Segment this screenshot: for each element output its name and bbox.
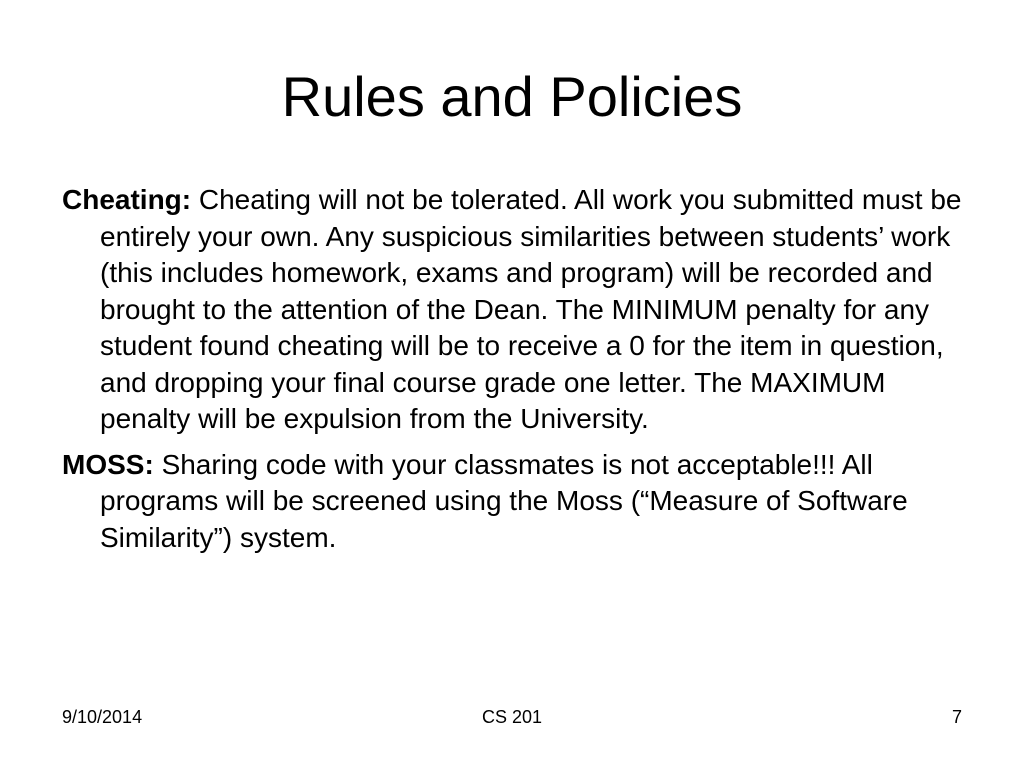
text-moss: Sharing code with your classmates is not acceptable!!! All programs will be screened using the Moss (“Measure of Software Similarity”) system. xyxy=(100,448,908,553)
paragraph-moss xyxy=(62,447,962,557)
term-cheating: Cheating: xyxy=(62,184,192,215)
footer-course: CS 201 xyxy=(481,707,543,727)
footer-date: 9/10/2014 xyxy=(62,707,143,727)
paragraph-cheating xyxy=(62,182,962,438)
slide-title: Rules and Policies xyxy=(281,65,743,128)
slide-body xyxy=(62,182,962,565)
term-moss: MOSS: xyxy=(62,448,154,480)
footer-page-number: 7 xyxy=(951,707,962,727)
text-cheating: Cheating will not be tolerated. All work you submitted must be entirely your own. Any suspicious similarities between students’ work (this includes homework, exams and program) will be recorded and brought to the attention of the Dean. The MINIMUM penalty for any student found cheating will be to receive a 0 for the item in question, and dropping your final course grade one letter. The MAXIMUM penalty will be expulsion from the University. xyxy=(100,184,962,434)
